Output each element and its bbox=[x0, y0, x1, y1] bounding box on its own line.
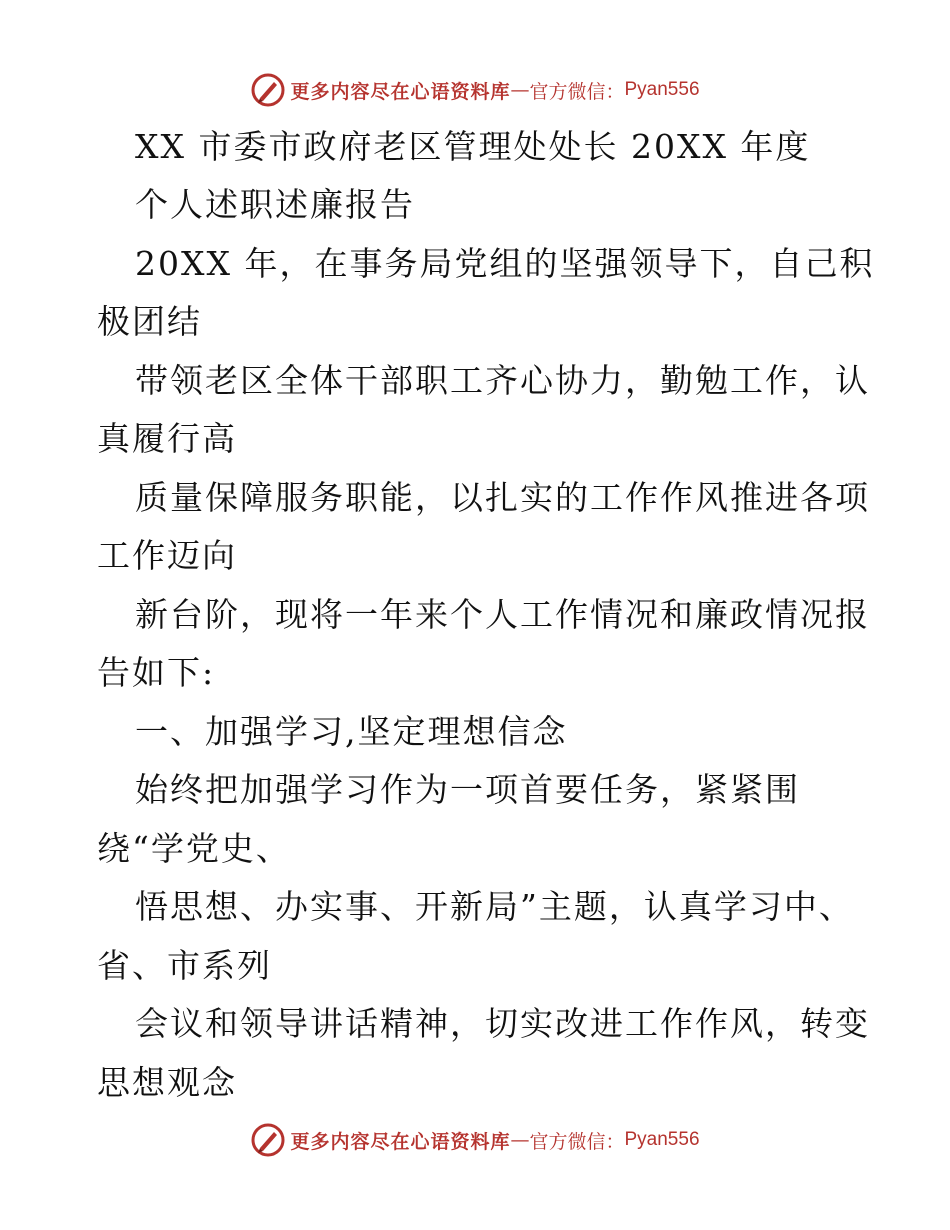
title-line-2: 个人述职述廉报告 bbox=[135, 185, 415, 224]
title-line-1: XX 市委市政府老区管理处处长 20XX 年度 bbox=[135, 127, 811, 166]
paragraph-line: 新台阶，现将一年来个人工作情况和廉政情况报 bbox=[135, 595, 870, 634]
section-heading: 一、加强学习,坚定理想信念 bbox=[135, 712, 568, 751]
paragraph-line: 质量保障服务职能，以扎实的工作作风推进各项 bbox=[135, 478, 870, 517]
pen-logo-icon bbox=[250, 1122, 286, 1158]
watermark-separator: — bbox=[510, 1129, 530, 1151]
watermark-side-text: 官方微信： bbox=[529, 1130, 625, 1153]
paragraph-line: 极团结 bbox=[97, 302, 202, 341]
paragraph-line: 思想观念 bbox=[97, 1063, 237, 1102]
paragraph-line: 始终把加强学习作为一项首要任务，紧紧围 bbox=[135, 770, 800, 809]
paragraph-line: 20XX 年，在事务局党组的坚强领导下，自己积 bbox=[135, 244, 875, 283]
paragraph-line: 带领老区全体干部职工齐心协力，勤勉工作，认 bbox=[135, 361, 870, 400]
watermark-header bbox=[0, 70, 950, 110]
watermark-id: Pyan556 bbox=[624, 1129, 700, 1150]
paragraph-line: 会议和领导讲话精神，切实改进工作作风，转变 bbox=[135, 1004, 870, 1043]
paragraph-line: 真履行高 bbox=[97, 419, 237, 458]
paragraph-line: 省、市系列 bbox=[97, 946, 272, 985]
watermark-footer bbox=[0, 1120, 950, 1160]
paragraph-line: 告如下: bbox=[97, 653, 216, 692]
watermark-main-text: 更多内容尽在心语资料库 bbox=[290, 1130, 511, 1153]
paragraph-line: 工作迈向 bbox=[97, 536, 237, 575]
watermark-id: Pyan556 bbox=[624, 79, 700, 100]
watermark-side-text: 官方微信： bbox=[529, 80, 625, 103]
paragraph-line: 绕“学党史、 bbox=[97, 829, 291, 868]
pen-logo-icon bbox=[250, 72, 286, 108]
paragraph-line: 悟思想、办实事、开新局”主题，认真学习中、 bbox=[135, 887, 854, 926]
watermark-separator: — bbox=[510, 79, 530, 101]
watermark-main-text: 更多内容尽在心语资料库 bbox=[290, 80, 511, 103]
